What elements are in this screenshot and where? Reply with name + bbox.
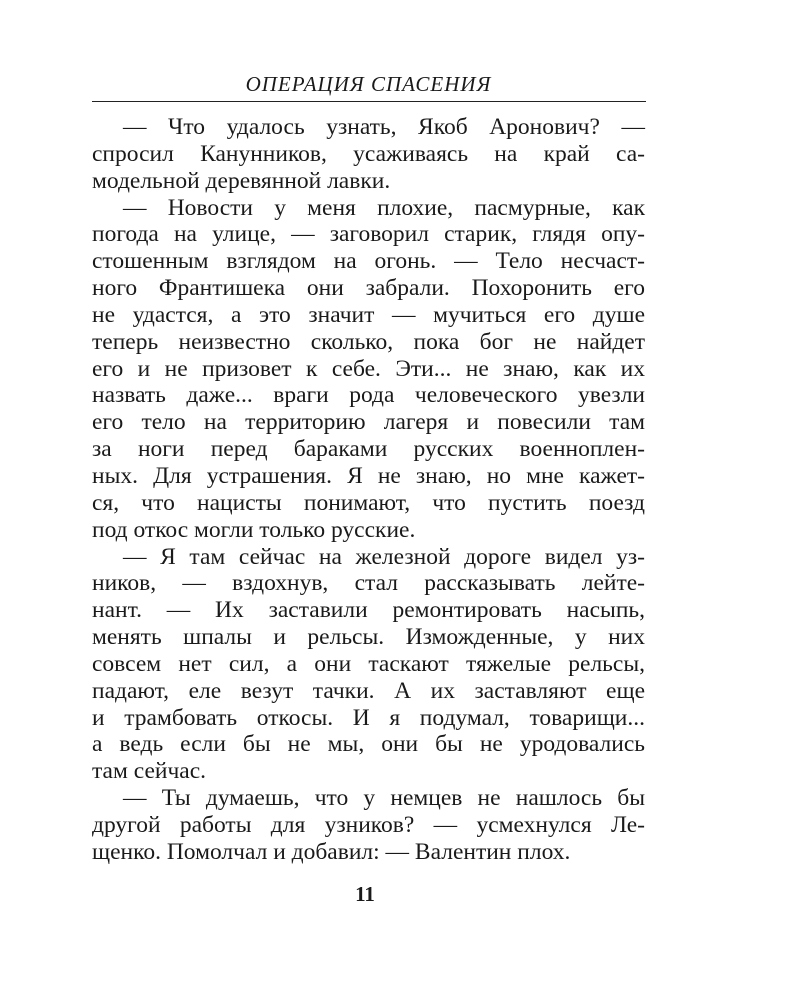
- text-line: его тело на территорию лагеря и повесили там: [92, 409, 645, 436]
- header-rule: [92, 101, 646, 102]
- body-text: [92, 114, 645, 866]
- paragraph: [92, 195, 645, 544]
- text-line: стошенным взглядом на огонь. — Тело несчаст-: [92, 248, 645, 275]
- text-line: щенко. Помолчал и добавил: — Валентин плох.: [92, 838, 571, 865]
- text-line: — Новости у меня плохие, пасмурные, как: [123, 194, 645, 221]
- text-line: теперь неизвестно сколько, пока бог не найдет: [92, 328, 645, 355]
- text-line: — Ты думаешь, что у немцев не нашлось бы: [123, 785, 645, 812]
- page-number: 11: [355, 882, 375, 906]
- text-line: менять шпалы и рельсы. Изможденные, у них: [92, 624, 645, 651]
- text-line: не удастся, а это значит — мучиться его душе: [92, 301, 645, 328]
- text-line: совсем нет сил, а они таскают тяжелые рельсы,: [92, 650, 645, 677]
- text-line: за ноги перед бараками русских военноплен-: [92, 436, 645, 463]
- text-line: ся, что нацисты понимают, что пустить поезд: [92, 489, 645, 516]
- text-line: — Что удалось узнать, Якоб Аронович? —: [123, 114, 645, 140]
- text-line: другой работы для узников? — усмехнулся Ле-: [92, 811, 645, 838]
- text-line: назвать даже... враги рода человеческого увезли: [92, 382, 645, 409]
- text-line: его и не призовет к себе. Эти... не знаю, как их: [92, 355, 645, 382]
- text-line: падают, еле везут тачки. А их заставляют еще: [92, 677, 645, 704]
- text-line: погода на улице, — заговорил старик, глядя опу-: [92, 221, 645, 248]
- text-line: ников, — вздохнув, стал рассказывать лейте-: [92, 570, 645, 597]
- text-line: спросил Канунников, усаживаясь на край са-: [92, 140, 645, 167]
- text-line: там сейчас.: [92, 758, 207, 785]
- paragraph: [92, 544, 645, 786]
- text-line: ного Франтишека они забрали. Похоронить его: [92, 275, 645, 302]
- text-line: и трамбовать откосы. И я подумал, товарищи...: [92, 704, 645, 731]
- paragraph: [92, 114, 645, 195]
- text-line: — Я там сейчас на железной дороге видел уз-: [123, 543, 645, 570]
- running-header: ОПЕРАЦИЯ СПАСЕНИЯ: [245, 72, 492, 96]
- text-line: модельной деревянной лавки.: [92, 167, 391, 194]
- text-line: под откос могли только русские.: [92, 516, 416, 543]
- text-line: ных. Для устрашения. Я не знаю, но мне кажет-: [92, 462, 645, 489]
- text-line: нант. — Их заставили ремонтировать насыпь,: [92, 597, 645, 624]
- paragraph: [92, 785, 645, 866]
- text-line: а ведь если бы не мы, они бы не уродовались: [92, 731, 645, 758]
